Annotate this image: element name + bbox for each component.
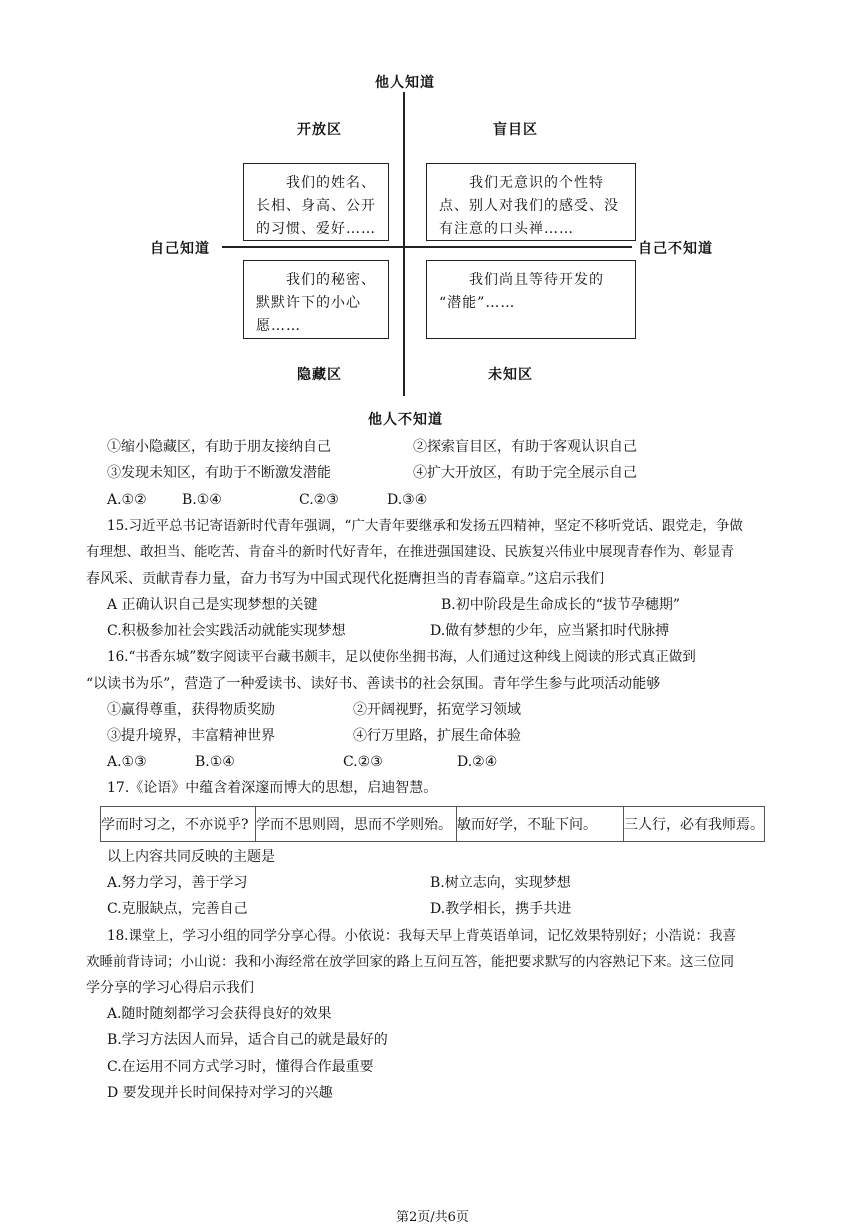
- q16-option-4: ④行万里路，扩展生命体验: [353, 728, 521, 744]
- quote-cell: 学而时习之，不亦说乎?: [101, 807, 256, 842]
- q15-stem-line-2: 有理想、敢担当、能吃苦、肯奋斗的新时代好青年，在推进强国建设、民族复兴伟业中展现青春作为、彰显青: [86, 544, 734, 560]
- unknown-area-line: “潜能”……: [439, 295, 516, 311]
- quote-cell: 学而不思则罔，思而不学则殆。: [256, 807, 457, 842]
- hidden-area-line: 我们的秘密、: [286, 272, 376, 288]
- q18-stem-line-2: 欢睡前背诗词；小山说：我和小海经常在放学回家的路上互问互答，能把要求默写的内容熟记下来。这三位同: [86, 954, 734, 970]
- page-number: 第2页/共6页: [396, 1210, 469, 1225]
- blind-area-line: 我们无意识的个性特: [469, 175, 604, 191]
- label-self-know: 自己知道: [150, 241, 210, 257]
- q14-choice-c: C.②③: [299, 492, 339, 508]
- analects-quote-table: [100, 806, 765, 842]
- q14-option-4: ④扩大开放区，有助于完全展示自己: [413, 465, 637, 481]
- q14-option-2: ②探索盲目区，有助于客观认识自己: [413, 439, 637, 455]
- open-area-title: 开放区: [297, 122, 342, 138]
- q17-choice-c: C.克服缺点，完善自己: [107, 901, 248, 917]
- unknown-area-line: 我们尚且等待开发的: [469, 272, 604, 288]
- q15-choice-a: A 正确认识自己是实现梦想的关键: [107, 597, 318, 613]
- q17-choice-d: D.教学相长，携手共进: [430, 901, 572, 917]
- q18-choice-c: C.在运用不同方式学习时，懂得合作最重要: [107, 1059, 374, 1075]
- label-others-know: 他人知道: [375, 75, 435, 91]
- q18-stem-line-1: 18.课堂上，学习小组的同学分享心得。小依说：我每天早上背英语单词，记忆效果特别好；小浩说：我喜: [107, 928, 736, 944]
- q15-stem-line-1: 15.习近平总书记寄语新时代青年强调，“广大青年要继承和发扬五四精神，坚定不移听党话、跟党走，争做: [107, 518, 743, 534]
- blind-area-title: 盲目区: [493, 122, 538, 138]
- q16-stem-line-2: “以读书为乐”，营造了一种爱读书、读好书、善读书的社会氛围。青年学生参与此项活动能够: [86, 676, 661, 692]
- blind-area-box: [426, 163, 636, 241]
- hidden-area-title: 隐藏区: [297, 367, 342, 383]
- q14-option-3: ③发现未知区，有助于不断激发潜能: [107, 465, 331, 481]
- label-self-dont-know: 自己不知道: [638, 241, 713, 257]
- hidden-area-box: [243, 260, 389, 339]
- open-area-line: 的习惯、爱好……: [256, 221, 376, 237]
- q16-choice-d: D.②④: [457, 754, 498, 770]
- q16-choice-c: C.②③: [343, 754, 383, 770]
- open-area-box: [243, 163, 389, 241]
- q18-stem-line-3: 学分享的学习心得启示我们: [86, 980, 254, 996]
- hidden-area-line: 愿……: [256, 318, 301, 334]
- q16-stem-line-1: 16.“书香东城”数字阅读平台藏书颇丰，足以使你坐拥书海，人们通过这种线上阅读的形式真正做到: [107, 649, 696, 665]
- unknown-area-box: [426, 260, 636, 339]
- q15-stem-line-3: 春风采、贡献青春力量，奋力书写为中国式现代化挺膺担当的青春篇章。”这启示我们: [86, 571, 605, 587]
- unknown-area-title: 未知区: [488, 367, 533, 383]
- q18-choice-b: B.学习方法因人而异，适合自己的就是最好的: [107, 1032, 388, 1048]
- quote-cell: 三人行，必有我师焉。: [624, 807, 765, 842]
- q18-choice-d: D 要发现并长时间保持对学习的兴趣: [107, 1085, 333, 1101]
- q16-option-2: ②开阔视野，拓宽学习领域: [353, 702, 521, 718]
- q14-choice-a: A.①②: [107, 492, 147, 508]
- q17-stem-line-1: 17.《论语》中蕴含着深邃而博大的思想，启迪智慧。: [107, 780, 438, 796]
- blind-area-line: 有注意的口头禅……: [439, 221, 574, 237]
- open-area-line: 我们的姓名、: [286, 175, 376, 191]
- q14-choice-b: B.①④: [182, 492, 222, 508]
- label-others-dont-know: 他人不知道: [368, 412, 443, 428]
- q16-choice-a: A.①③: [107, 754, 147, 770]
- q17-choice-a: A.努力学习，善于学习: [107, 875, 248, 891]
- q14-option-1: ①缩小隐藏区，有助于朋友接纳自己: [107, 439, 331, 455]
- quote-cell: 敏而好学，不耻下问。: [457, 807, 624, 842]
- blind-area-line: 点、别人对我们的感受、没: [439, 198, 619, 214]
- q15-choice-b: B.初中阶段是生命成长的“拔节孕穗期”: [441, 597, 681, 613]
- q16-option-3: ③提升境界，丰富精神世界: [107, 728, 275, 744]
- hidden-area-line: 默默许下的小心: [256, 295, 361, 311]
- q16-option-1: ①赢得尊重，获得物质奖励: [107, 702, 275, 718]
- q18-choice-a: A.随时随刻都学习会获得良好的效果: [107, 1006, 332, 1022]
- open-area-line: 长相、身高、公开: [256, 198, 376, 214]
- q15-choice-d: D.做有梦想的少年，应当紧扣时代脉搏: [430, 623, 670, 639]
- q16-choice-b: B.①④: [195, 754, 235, 770]
- q17-question: 以上内容共同反映的主题是: [107, 849, 275, 865]
- horizontal-axis: [222, 246, 632, 248]
- vertical-axis: [403, 92, 405, 396]
- q14-choice-d: D.③④: [387, 492, 428, 508]
- q15-choice-c: C.积极参加社会实践活动就能实现梦想: [107, 623, 346, 639]
- q17-choice-b: B.树立志向，实现梦想: [430, 875, 571, 891]
